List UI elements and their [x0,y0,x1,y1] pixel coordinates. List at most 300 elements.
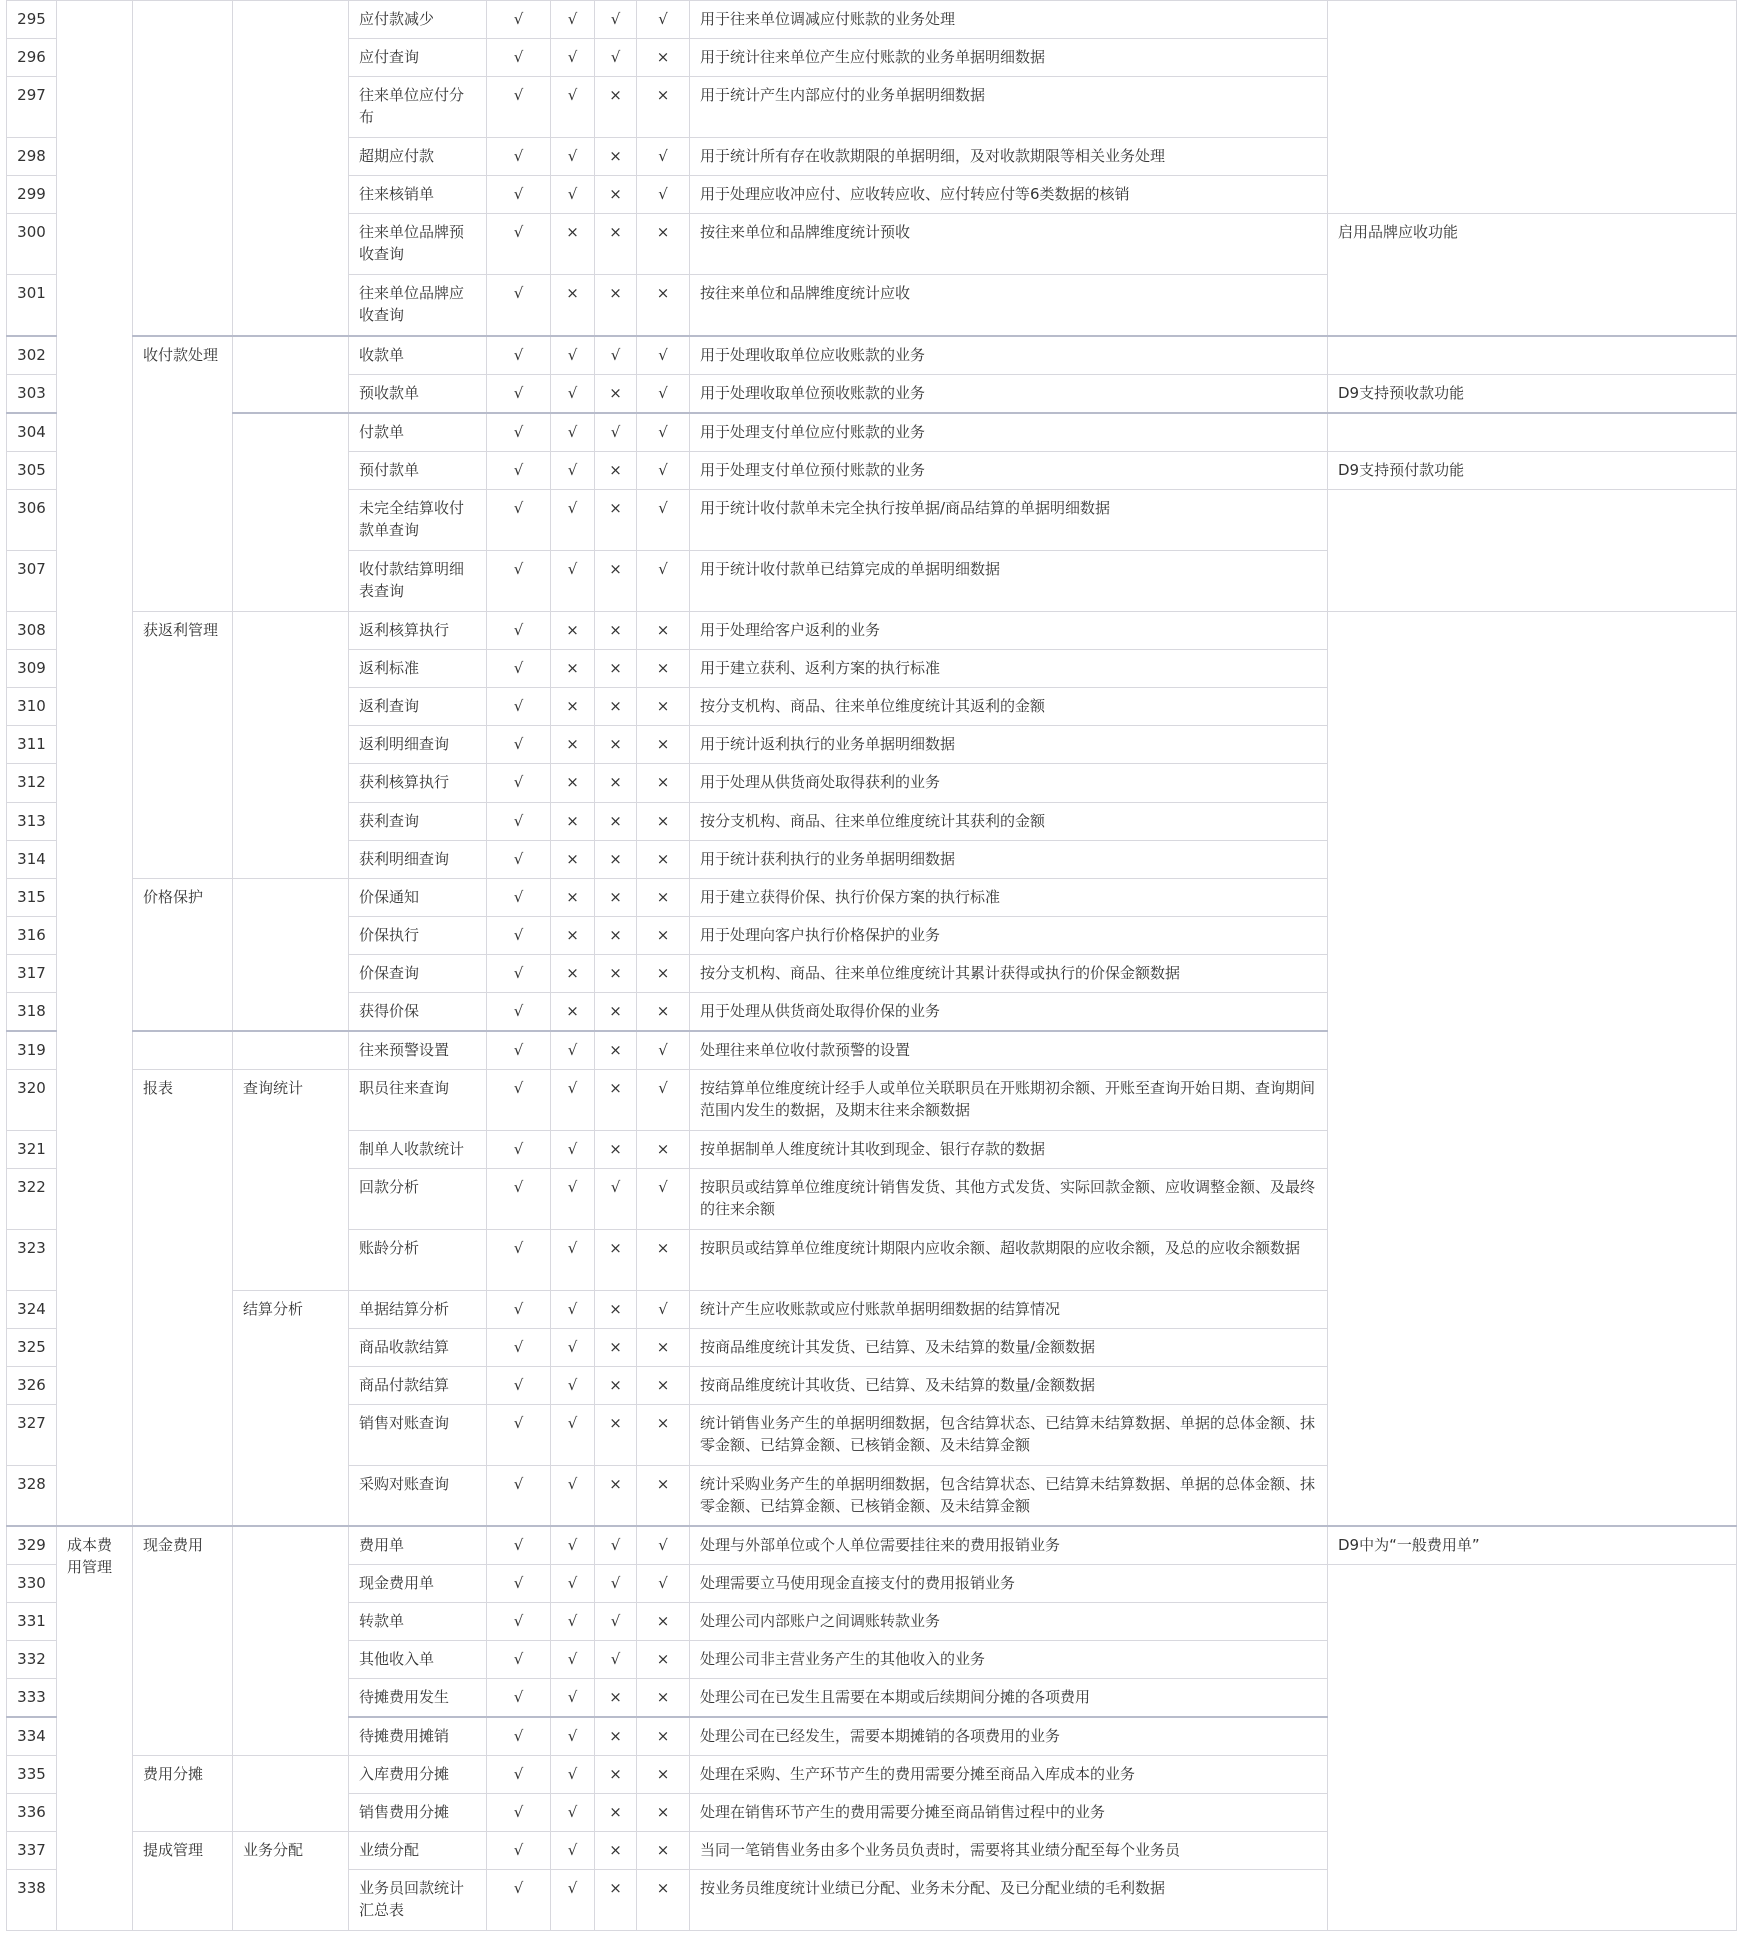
function-description: 处理公司内部账户之间调账转款业务 [690,1603,1328,1641]
row-number: 306 [7,489,57,550]
function-description: 用于处理支付单位应付账款的业务 [690,413,1328,452]
group-cell [133,1031,233,1070]
function-name: 往来预警设置 [349,1031,487,1070]
support-mark-c: × [595,1404,637,1465]
function-name: 销售费用分摊 [349,1794,487,1832]
support-mark-b: × [551,611,595,649]
support-mark-a: √ [487,1756,551,1794]
support-mark-c: × [595,611,637,649]
function-description: 按单据制单人维度统计其收到现金、银行存款的数据 [690,1130,1328,1168]
function-description: 按职员或结算单位维度统计销售发货、其他方式发货、实际回款金额、应收调整金额、及最终的往来余额 [690,1168,1328,1229]
support-mark-c: × [595,489,637,550]
row-number: 320 [7,1069,57,1130]
support-mark-c: × [595,550,637,611]
function-name: 业绩分配 [349,1832,487,1870]
support-mark-c: × [595,878,637,916]
support-mark-d: × [637,1832,690,1870]
row-number: 317 [7,954,57,992]
function-name: 往来单位品牌应收查询 [349,275,487,336]
function-name: 收付款结算明细表查询 [349,550,487,611]
module-cell: 成本费用管理 [57,1526,133,1931]
support-mark-c: √ [595,1565,637,1603]
function-description: 用于处理从供货商处取得价保的业务 [690,992,1328,1031]
support-mark-b: √ [551,1526,595,1565]
support-mark-d: × [637,275,690,336]
support-mark-b: × [551,802,595,840]
support-mark-d: × [637,611,690,649]
support-mark-a: √ [487,1168,551,1229]
support-mark-c: × [595,802,637,840]
support-mark-d: √ [637,374,690,413]
support-mark-c: × [595,275,637,336]
support-mark-d: × [637,1679,690,1718]
support-mark-b: √ [551,138,595,176]
function-name: 获利核算执行 [349,763,487,802]
support-mark-b: √ [551,1168,595,1229]
support-mark-b: √ [551,1290,595,1328]
support-mark-a: √ [487,275,551,336]
remark-cell: D9支持预收款功能 [1328,374,1737,413]
support-mark-d: × [637,1130,690,1168]
function-description: 处理与外部单位或个人单位需要挂往来的费用报销业务 [690,1526,1328,1565]
support-mark-a: √ [487,687,551,725]
function-name: 待摊费用发生 [349,1679,487,1718]
support-mark-b: √ [551,1717,595,1756]
support-mark-c: √ [595,39,637,77]
support-mark-a: √ [487,1565,551,1603]
support-mark-d: × [637,763,690,802]
function-description: 用于处理应收冲应付、应收转应收、应付转应付等6类数据的核销 [690,176,1328,214]
support-mark-a: √ [487,374,551,413]
row-number: 297 [7,77,57,138]
support-mark-b: × [551,275,595,336]
support-mark-b: √ [551,1031,595,1070]
support-mark-d: × [637,1870,690,1931]
support-mark-b: √ [551,1229,595,1290]
support-mark-d: × [637,1366,690,1404]
support-mark-b: × [551,992,595,1031]
support-mark-b: √ [551,1,595,39]
function-name: 返利标准 [349,649,487,687]
row-number: 298 [7,138,57,176]
function-name: 商品收款结算 [349,1328,487,1366]
support-mark-c: × [595,1870,637,1931]
support-mark-a: √ [487,1603,551,1641]
function-description: 用于往来单位调减应付账款的业务处理 [690,1,1328,39]
row-number: 318 [7,992,57,1031]
row-number: 324 [7,1290,57,1328]
function-description: 处理往来单位收付款预警的设置 [690,1031,1328,1070]
function-name: 获利查询 [349,802,487,840]
function-description: 用于统计所有存在收款期限的单据明细，及对收款期限等相关业务处理 [690,138,1328,176]
group-cell: 费用分摊 [133,1756,233,1832]
row-number: 311 [7,725,57,763]
support-mark-c: × [595,176,637,214]
function-name: 费用单 [349,1526,487,1565]
support-mark-d: × [637,1465,690,1526]
support-mark-c: √ [595,1,637,39]
row-number: 319 [7,1031,57,1070]
support-mark-a: √ [487,1794,551,1832]
support-mark-b: √ [551,1565,595,1603]
subgroup-cell: 结算分析 [233,1290,349,1526]
function-description: 用于处理给客户返利的业务 [690,611,1328,649]
row-number: 333 [7,1679,57,1718]
support-mark-c: √ [595,336,637,375]
support-mark-d: √ [637,451,690,489]
support-mark-a: √ [487,1679,551,1718]
function-name: 超期应付款 [349,138,487,176]
function-name: 返利明细查询 [349,725,487,763]
module-cell [57,1,133,1527]
row-number: 310 [7,687,57,725]
support-mark-a: √ [487,1290,551,1328]
row-number: 314 [7,840,57,878]
support-mark-a: √ [487,176,551,214]
function-description: 按商品维度统计其收货、已结算、及未结算的数量/金额数据 [690,1366,1328,1404]
support-mark-c: × [595,725,637,763]
function-name: 销售对账查询 [349,1404,487,1465]
support-mark-a: √ [487,336,551,375]
support-mark-c: × [595,916,637,954]
row-number: 321 [7,1130,57,1168]
row-number: 296 [7,39,57,77]
support-mark-b: × [551,878,595,916]
support-mark-b: √ [551,1366,595,1404]
row-number: 302 [7,336,57,375]
row-number: 309 [7,649,57,687]
row-number: 328 [7,1465,57,1526]
support-mark-c: × [595,451,637,489]
function-name: 商品付款结算 [349,1366,487,1404]
function-name: 获得价保 [349,992,487,1031]
group-cell: 报表 [133,1069,233,1526]
row-number: 313 [7,802,57,840]
support-mark-d: × [637,802,690,840]
support-mark-b: √ [551,1404,595,1465]
support-mark-b: √ [551,336,595,375]
subgroup-cell [233,336,349,413]
support-mark-d: × [637,214,690,275]
support-mark-c: √ [595,1603,637,1641]
support-mark-d: × [637,1717,690,1756]
row-number: 337 [7,1832,57,1870]
remark-cell: D9支持预付款功能 [1328,451,1737,489]
group-cell: 现金费用 [133,1526,233,1756]
support-mark-a: √ [487,77,551,138]
function-description: 按商品维度统计其发货、已结算、及未结算的数量/金额数据 [690,1328,1328,1366]
support-mark-b: × [551,840,595,878]
support-mark-c: × [595,77,637,138]
support-mark-b: √ [551,1832,595,1870]
function-description: 用于建立获利、返利方案的执行标准 [690,649,1328,687]
support-mark-c: × [595,1031,637,1070]
subgroup-cell: 查询统计 [233,1069,349,1290]
function-name: 待摊费用摊销 [349,1717,487,1756]
support-mark-b: √ [551,1069,595,1130]
support-mark-d: × [637,878,690,916]
function-description: 按分支机构、商品、往来单位维度统计其返利的金额 [690,687,1328,725]
function-name: 单据结算分析 [349,1290,487,1328]
support-mark-d: √ [637,1565,690,1603]
support-mark-b: √ [551,77,595,138]
support-mark-c: × [595,374,637,413]
row-number: 315 [7,878,57,916]
remark-cell [1328,1565,1737,1931]
remark-cell [1328,489,1737,611]
row-number: 303 [7,374,57,413]
support-mark-d: × [637,1756,690,1794]
support-mark-a: √ [487,138,551,176]
support-mark-d: × [637,840,690,878]
support-mark-b: √ [551,1870,595,1931]
support-mark-d: √ [637,138,690,176]
support-mark-b: √ [551,489,595,550]
support-mark-a: √ [487,214,551,275]
support-mark-b: √ [551,451,595,489]
function-description: 按分支机构、商品、往来单位维度统计其累计获得或执行的价保金额数据 [690,954,1328,992]
row-number: 336 [7,1794,57,1832]
support-mark-c: √ [595,413,637,452]
function-name: 获利明细查询 [349,840,487,878]
support-mark-a: √ [487,451,551,489]
support-mark-c: × [595,214,637,275]
remark-cell [1328,413,1737,452]
support-mark-a: √ [487,1832,551,1870]
function-description: 用于统计往来单位产生应付账款的业务单据明细数据 [690,39,1328,77]
row-number: 316 [7,916,57,954]
row-number: 334 [7,1717,57,1756]
function-name: 价保通知 [349,878,487,916]
support-mark-a: √ [487,489,551,550]
table-row [7,611,1737,649]
support-mark-d: × [637,916,690,954]
function-description: 按结算单位维度统计经手人或单位关联职员在开账期初余额、开账至查询开始日期、查询期间范围内发生的数据，及期末往来余额数据 [690,1069,1328,1130]
function-description: 处理公司在已发生且需要在本期或后续期间分摊的各项费用 [690,1679,1328,1718]
support-mark-a: √ [487,1366,551,1404]
support-mark-b: × [551,214,595,275]
function-description: 统计销售业务产生的单据明细数据，包含结算状态、已结算未结算数据、单据的总体金额、抹零金额、已结算金额、已核销金额、及未结算金额 [690,1404,1328,1465]
support-mark-a: √ [487,1130,551,1168]
row-number: 300 [7,214,57,275]
support-mark-d: × [637,77,690,138]
support-mark-a: √ [487,1641,551,1679]
group-cell: 获返利管理 [133,611,233,878]
row-number: 338 [7,1870,57,1931]
support-mark-b: × [551,763,595,802]
table-body [7,1,1737,1931]
function-name: 应付款减少 [349,1,487,39]
support-mark-b: √ [551,39,595,77]
row-number: 331 [7,1603,57,1641]
group-cell: 提成管理 [133,1832,233,1931]
group-cell: 价格保护 [133,878,233,1031]
function-name: 业务员回款统计汇总表 [349,1870,487,1931]
row-number: 329 [7,1526,57,1565]
support-mark-d: √ [637,336,690,375]
function-name: 转款单 [349,1603,487,1641]
subgroup-cell [233,1526,349,1756]
function-name: 付款单 [349,413,487,452]
row-number: 325 [7,1328,57,1366]
support-mark-d: √ [637,1069,690,1130]
support-mark-a: √ [487,550,551,611]
row-number: 305 [7,451,57,489]
function-description: 用于处理收取单位预收账款的业务 [690,374,1328,413]
function-description: 按往来单位和品牌维度统计应收 [690,275,1328,336]
table-row [7,1,1737,39]
function-description: 用于处理从供货商处取得获利的业务 [690,763,1328,802]
support-mark-b: √ [551,1756,595,1794]
function-description: 处理公司非主营业务产生的其他收入的业务 [690,1641,1328,1679]
support-mark-a: √ [487,878,551,916]
support-mark-a: √ [487,1229,551,1290]
support-mark-b: × [551,725,595,763]
row-number: 332 [7,1641,57,1679]
support-mark-b: √ [551,1679,595,1718]
support-mark-d: × [637,1404,690,1465]
support-mark-c: × [595,138,637,176]
support-mark-c: × [595,687,637,725]
support-mark-b: √ [551,1465,595,1526]
group-cell [133,1,233,336]
support-mark-d: × [637,39,690,77]
subgroup-cell [233,1031,349,1070]
row-number: 308 [7,611,57,649]
row-number: 327 [7,1404,57,1465]
function-name: 往来单位应付分布 [349,77,487,138]
support-mark-b: √ [551,176,595,214]
support-mark-a: √ [487,954,551,992]
function-name: 返利查询 [349,687,487,725]
function-description: 按分支机构、商品、往来单位维度统计其获利的金额 [690,802,1328,840]
support-mark-c: × [595,1229,637,1290]
row-number: 322 [7,1168,57,1229]
function-name: 回款分析 [349,1168,487,1229]
support-mark-b: √ [551,550,595,611]
support-mark-c: × [595,1130,637,1168]
support-mark-b: √ [551,1641,595,1679]
function-description: 用于统计返利执行的业务单据明细数据 [690,725,1328,763]
group-cell: 收付款处理 [133,336,233,612]
support-mark-c: × [595,1679,637,1718]
remark-cell: 启用品牌应收功能 [1328,214,1737,336]
support-mark-a: √ [487,1,551,39]
row-number: 312 [7,763,57,802]
subgroup-cell [233,878,349,1031]
function-description: 处理公司在已经发生，需要本期摊销的各项费用的业务 [690,1717,1328,1756]
support-mark-a: √ [487,916,551,954]
support-mark-b: √ [551,1328,595,1366]
support-mark-d: √ [637,550,690,611]
function-description: 统计产生应收账款或应付账款单据明细数据的结算情况 [690,1290,1328,1328]
support-mark-c: × [595,1069,637,1130]
function-description: 统计采购业务产生的单据明细数据，包含结算状态、已结算未结算数据、单据的总体金额、抹零金额、已结算金额、已核销金额、及未结算金额 [690,1465,1328,1526]
remark-cell [1328,336,1737,375]
support-mark-d: × [637,1229,690,1290]
support-mark-d: × [637,1603,690,1641]
support-mark-c: × [595,1756,637,1794]
support-mark-a: √ [487,1404,551,1465]
function-name: 应付查询 [349,39,487,77]
support-mark-b: × [551,687,595,725]
function-description: 当同一笔销售业务由多个业务员负责时，需要将其业绩分配至每个业务员 [690,1832,1328,1870]
function-name: 预付款单 [349,451,487,489]
support-mark-c: × [595,1465,637,1526]
function-description: 处理在销售环节产生的费用需要分摊至商品销售过程中的业务 [690,1794,1328,1832]
support-mark-a: √ [487,39,551,77]
support-mark-b: × [551,649,595,687]
support-mark-d: × [637,1328,690,1366]
subgroup-cell [233,1756,349,1832]
function-name: 入库费用分摊 [349,1756,487,1794]
support-mark-d: × [637,1641,690,1679]
function-name: 未完全结算收付款单查询 [349,489,487,550]
support-mark-d: × [637,954,690,992]
remark-cell: D9中为“一般费用单” [1328,1526,1737,1565]
support-mark-c: × [595,954,637,992]
support-mark-c: √ [595,1168,637,1229]
support-mark-a: √ [487,611,551,649]
function-name: 往来单位品牌预收查询 [349,214,487,275]
subgroup-cell: 业务分配 [233,1832,349,1931]
function-description: 用于处理收取单位应收账款的业务 [690,336,1328,375]
table-row [7,336,1737,375]
feature-table [6,0,1737,1931]
support-mark-a: √ [487,763,551,802]
support-mark-a: √ [487,1870,551,1931]
row-number: 307 [7,550,57,611]
support-mark-d: × [637,649,690,687]
subgroup-cell [233,1,349,336]
row-number: 330 [7,1565,57,1603]
function-name: 价保执行 [349,916,487,954]
function-name: 现金费用单 [349,1565,487,1603]
support-mark-a: √ [487,649,551,687]
support-mark-a: √ [487,1465,551,1526]
support-mark-b: × [551,954,595,992]
support-mark-a: √ [487,992,551,1031]
function-description: 用于统计收付款单已结算完成的单据明细数据 [690,550,1328,611]
function-name: 收款单 [349,336,487,375]
support-mark-d: × [637,1794,690,1832]
subgroup-cell [233,413,349,612]
support-mark-c: √ [595,1526,637,1565]
support-mark-d: √ [637,176,690,214]
function-description: 用于统计获利执行的业务单据明细数据 [690,840,1328,878]
support-mark-b: √ [551,1794,595,1832]
row-number: 304 [7,413,57,452]
support-mark-d: √ [637,1168,690,1229]
row-number: 295 [7,1,57,39]
support-mark-c: × [595,1794,637,1832]
support-mark-a: √ [487,1031,551,1070]
function-description: 用于统计收付款单未完全执行按单据/商品结算的单据明细数据 [690,489,1328,550]
function-name: 采购对账查询 [349,1465,487,1526]
support-mark-d: √ [637,1290,690,1328]
remark-cell [1328,1,1737,214]
support-mark-c: × [595,1366,637,1404]
support-mark-d: √ [637,1031,690,1070]
function-name: 职员往来查询 [349,1069,487,1130]
support-mark-c: × [595,840,637,878]
support-mark-c: × [595,649,637,687]
support-mark-b: √ [551,413,595,452]
support-mark-a: √ [487,1717,551,1756]
support-mark-d: × [637,725,690,763]
support-mark-c: × [595,763,637,802]
function-name: 账龄分析 [349,1229,487,1290]
